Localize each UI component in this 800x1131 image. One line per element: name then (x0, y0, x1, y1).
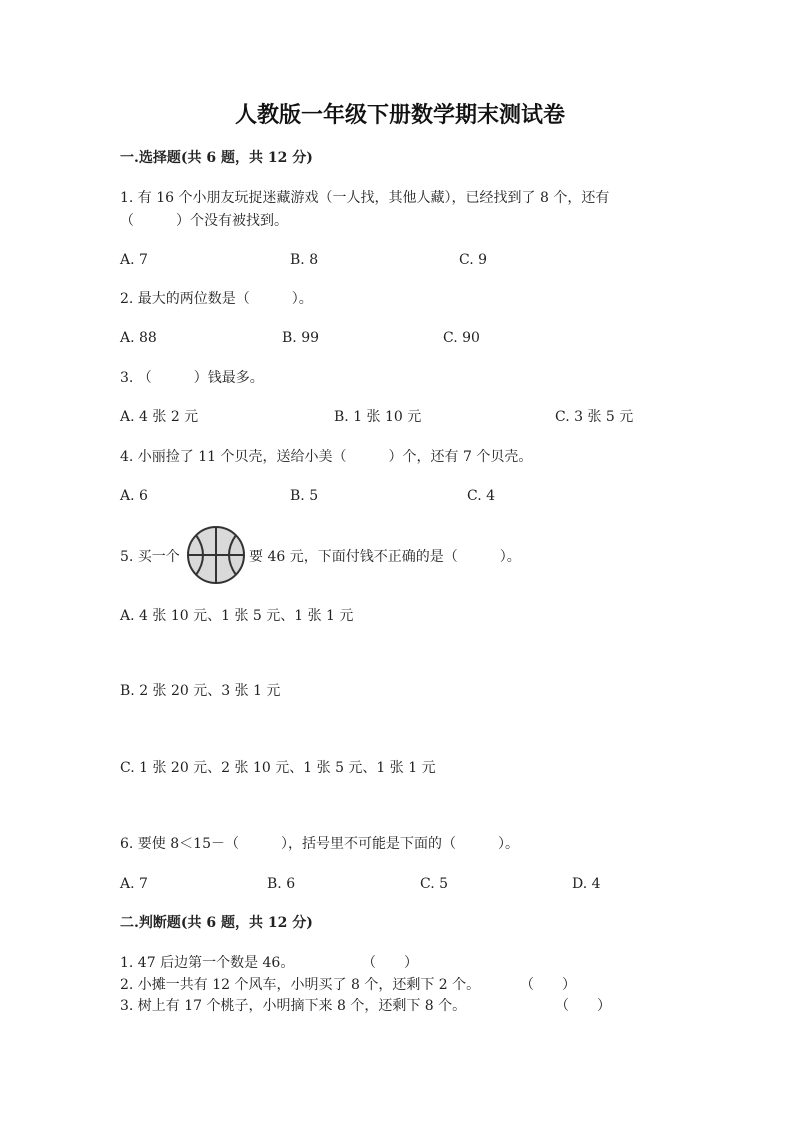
question-5-option-a: A. 4 张 10 元、1 张 5 元、1 张 1 元 (120, 608, 354, 624)
question-6-option-c: C. 5 (420, 876, 449, 892)
judgement-2-parens: （ ） (520, 977, 576, 993)
question-1-text: 1. 有 16 个小朋友玩捉迷藏游戏（一人找，其他人藏），已经找到了 8 个，还有 (120, 190, 610, 206)
question-2-option-a: A. 88 (120, 330, 157, 346)
page-title: 人教版一年级下册数学期末测试卷 (234, 102, 565, 128)
question-1-text-cont: （ ）个没有被找到。 (120, 213, 288, 229)
question-4-option-b: B. 5 (290, 488, 319, 504)
question-3-text: 3. （ ）钱最多。 (120, 370, 264, 386)
judgement-1-parens: （ ） (362, 955, 418, 971)
question-4-text: 4. 小丽捡了 11 个贝壳，送给小美（ ）个，还有 7 个贝壳。 (120, 449, 533, 465)
question-4-option-c: C. 4 (467, 488, 496, 504)
question-5-text-before: 5. 买一个 (120, 549, 180, 565)
question-6-option-b: B. 6 (267, 876, 296, 892)
question-4-option-a: A. 6 (120, 488, 148, 504)
judgement-1-text: 1. 47 后边第一个数是 46。 (120, 955, 295, 971)
question-5-option-b: B. 2 张 20 元、3 张 1 元 (120, 683, 281, 699)
question-3-option-c: C. 3 张 5 元 (555, 409, 634, 425)
question-1-option-a: A. 7 (120, 252, 148, 268)
question-3-option-a: A. 4 张 2 元 (120, 409, 199, 425)
question-2-text: 2. 最大的两位数是（ ）。 (120, 291, 313, 307)
question-5-text-after: 要 46 元，下面付钱不正确的是（ ）。 (249, 549, 521, 565)
basketball-icon (186, 525, 246, 585)
question-2-option-b: B. 99 (282, 330, 320, 346)
question-3-option-b: B. 1 张 10 元 (334, 409, 422, 425)
question-1-option-c: C. 9 (459, 252, 488, 268)
section-heading-judgement: 二.判断题(共 6 题，共 12 分) (120, 915, 313, 931)
question-6-option-a: A. 7 (120, 876, 148, 892)
question-6-option-d: D. 4 (572, 876, 601, 892)
question-2-option-c: C. 90 (443, 330, 480, 346)
section-heading-choice: 一.选择题(共 6 题，共 12 分) (120, 150, 313, 166)
judgement-3-parens: （ ） (555, 998, 611, 1014)
question-5-option-c: C. 1 张 20 元、2 张 10 元、1 张 5 元、1 张 1 元 (120, 760, 436, 776)
question-1-option-b: B. 8 (290, 252, 319, 268)
question-6-text: 6. 要使 8＜15－（ ），括号里不可能是下面的（ ）。 (120, 836, 519, 852)
judgement-3-text: 3. 树上有 17 个桃子，小明摘下来 8 个，还剩下 8 个。 (120, 998, 467, 1014)
judgement-2-text: 2. 小摊一共有 12 个风车，小明买了 8 个，还剩下 2 个。 (120, 977, 481, 993)
